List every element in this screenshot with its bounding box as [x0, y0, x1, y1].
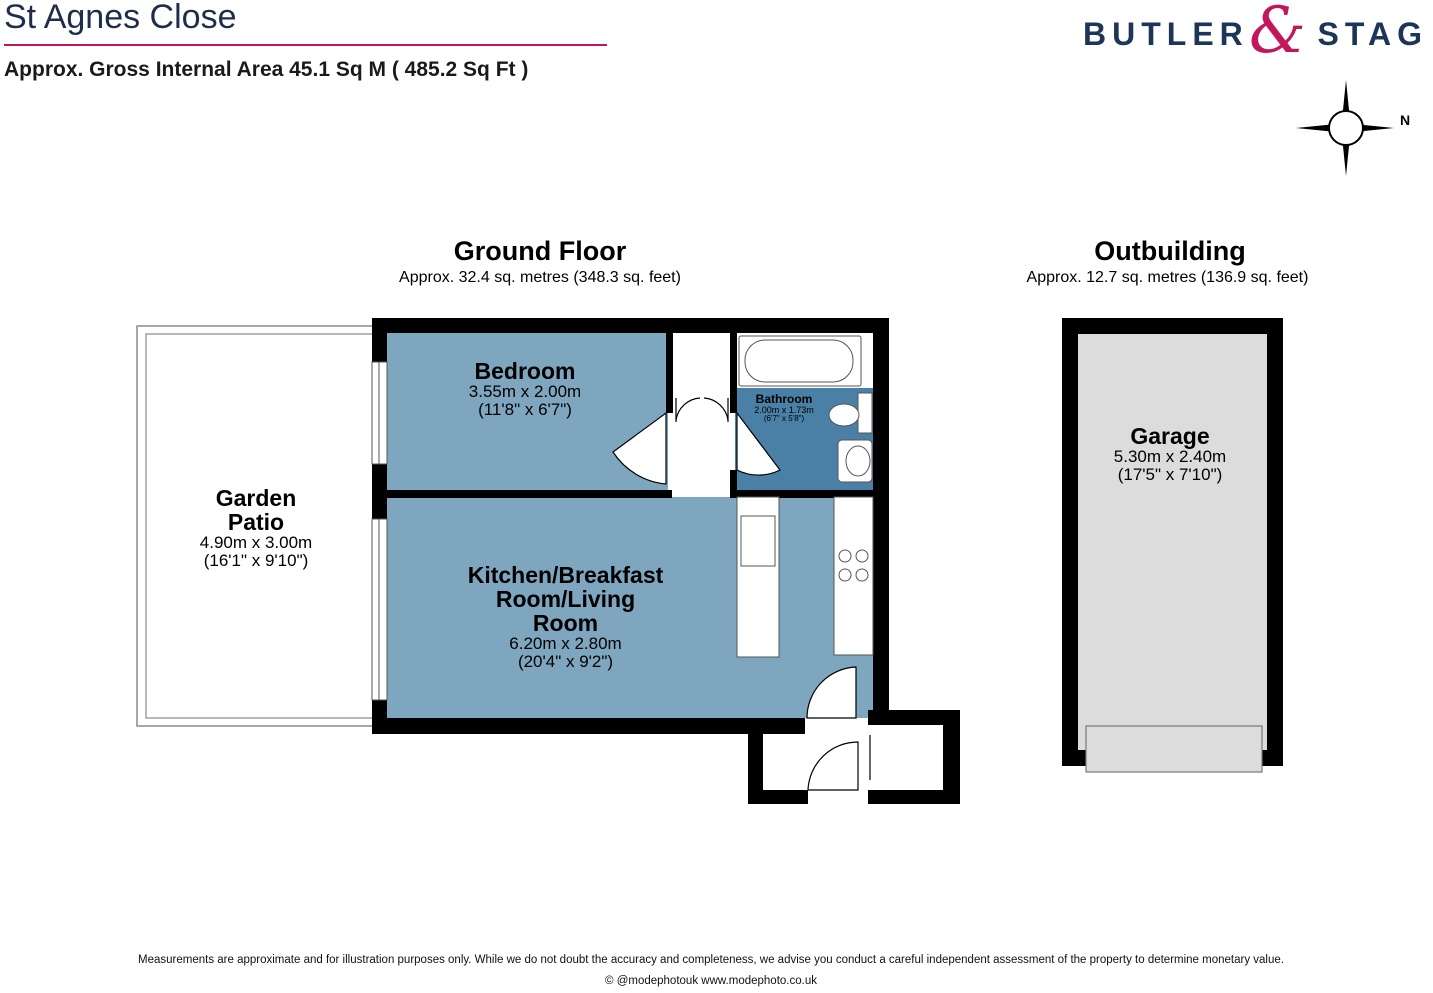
bedroom-label	[430, 359, 620, 419]
garden-patio-name-1: Garden	[215, 485, 297, 511]
outbuilding-title: Outbuilding	[1094, 236, 1246, 266]
kitchen-name-2: Room/Living	[495, 586, 636, 613]
kitchen-metric: 6.20m x 2.80m	[509, 634, 622, 654]
bedroom-metric: 3.55m x 2.00m	[468, 382, 582, 402]
bedroom-imperial: (11'8" x 6'7")	[478, 399, 572, 419]
bathroom-imperial: (6'7" x 5'8")	[763, 414, 805, 424]
kitchen-imperial: (20'4" x 9'2")	[517, 652, 614, 672]
kitchen-label	[433, 563, 698, 671]
garden-patio-label	[176, 486, 336, 570]
garage-imperial: (17'5" x 7'10")	[1117, 464, 1223, 484]
garage	[1062, 318, 1283, 772]
hallway-fill	[672, 333, 730, 490]
bathroom-label	[744, 393, 824, 423]
photo-credit: © @modephotouk www.modephoto.co.uk	[605, 975, 817, 987]
brand-ampersand: &	[1249, 0, 1306, 68]
property-title: St Agnes Close	[4, 0, 237, 36]
brand-word-stag: STAG	[1317, 16, 1428, 52]
outbuilding-area: Approx. 12.7 sq. metres (136.9 sq. feet)	[1026, 269, 1309, 286]
kitchen-name-1: Kitchen/Breakfast	[467, 562, 664, 588]
brand-word-butler: BUTLER	[1083, 16, 1249, 52]
windows	[372, 362, 387, 700]
ground-floor-title: Ground Floor	[453, 236, 627, 266]
garden-patio-name-2: Patio	[227, 509, 285, 536]
gross-internal-area: Approx. Gross Internal Area 45.1 Sq M ( 485.2 Sq Ft )	[4, 58, 529, 81]
bedroom-name: Bedroom	[474, 358, 576, 384]
garden-patio-metric: 4.90m x 3.00m	[199, 533, 313, 553]
garden-patio-imperial: (16'1" x 9'10")	[203, 551, 309, 571]
compass-north-label: N	[1400, 112, 1411, 128]
measurements-disclaimer: Measurements are approximate and for illustration purposes only. While we do not doubt the accuracy and completeness, we advise you conduct a careful independent assessment of the property to determine monetary value.	[138, 954, 1284, 966]
bathroom-name: Bathroom	[755, 392, 813, 406]
kitchen-name-3: Room	[532, 610, 599, 637]
garage-label	[1090, 424, 1250, 484]
ground-floor-area: Approx. 32.4 sq. metres (348.3 sq. feet)	[399, 269, 681, 286]
garage-metric: 5.30m x 2.40m	[1113, 447, 1227, 467]
garage-name: Garage	[1130, 423, 1210, 449]
bathroom-metric: 2.00m x 1.73m	[754, 404, 814, 415]
